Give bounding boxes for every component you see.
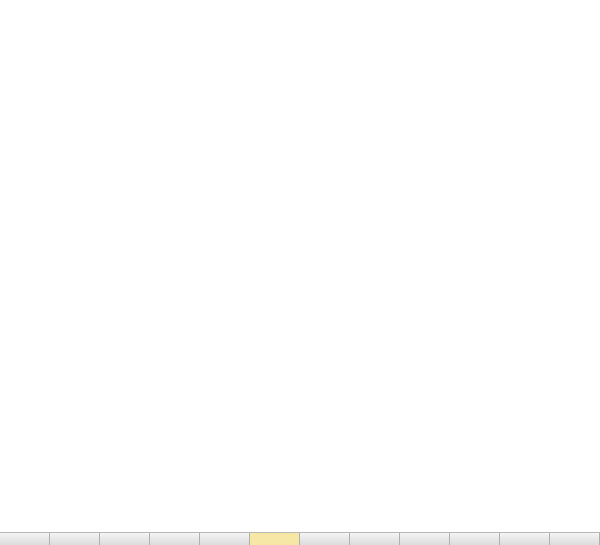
- race-header: [5, 4, 13, 24]
- taskbar-tab[interactable]: [350, 533, 400, 545]
- taskbar-tab[interactable]: [500, 533, 550, 545]
- taskbar-tab[interactable]: [100, 533, 150, 545]
- taskbar-tab[interactable]: [400, 533, 450, 545]
- taskbar-tab-active[interactable]: [250, 533, 300, 545]
- taskbar-tab[interactable]: [150, 533, 200, 545]
- taskbar: [0, 532, 600, 545]
- taskbar-tab[interactable]: [0, 533, 50, 545]
- taskbar-tab[interactable]: [50, 533, 100, 545]
- taskbar-tab[interactable]: [200, 533, 250, 545]
- race-options-grid: [55, 27, 600, 532]
- taskbar-tab[interactable]: [300, 533, 350, 545]
- taskbar-tab[interactable]: [550, 533, 600, 545]
- taskbar-tab[interactable]: [450, 533, 500, 545]
